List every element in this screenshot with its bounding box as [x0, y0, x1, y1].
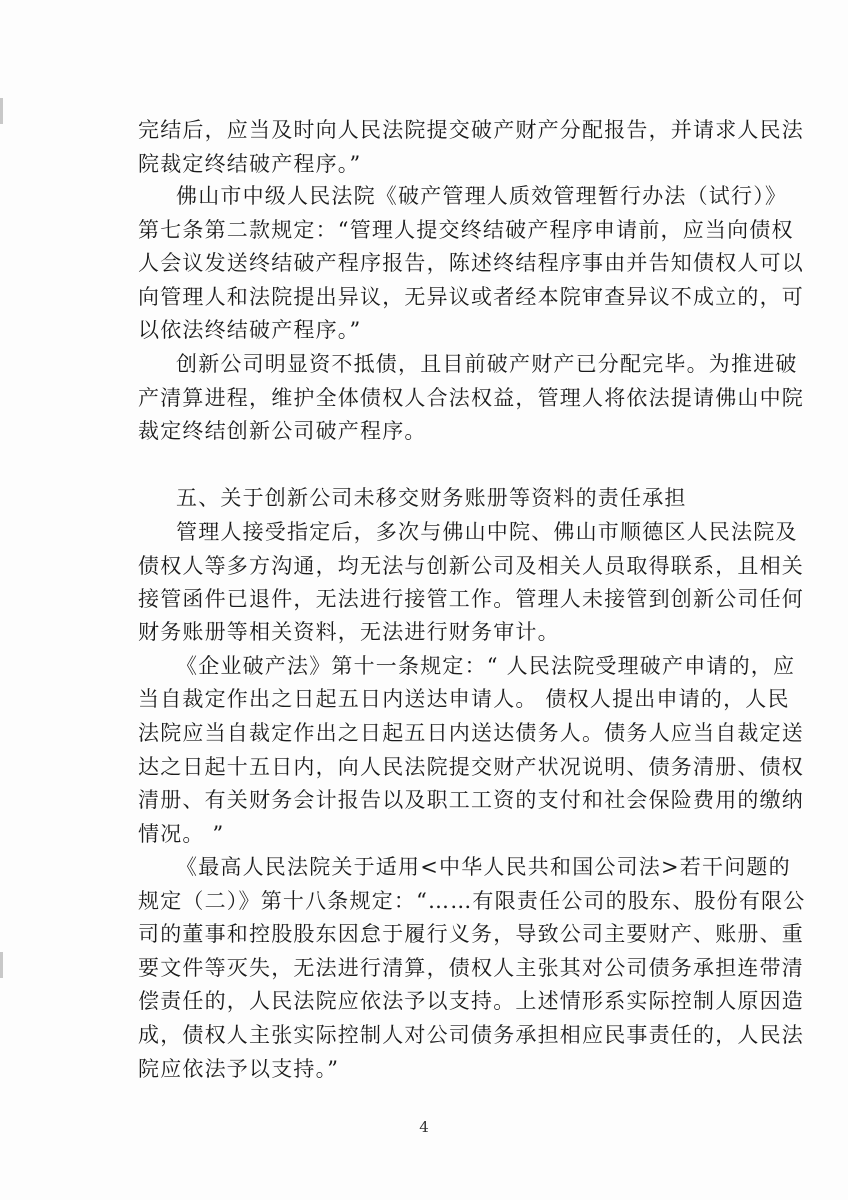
- body-text-line: 创新公司明显资不抵债，且目前破产财产已分配完毕。为推进破: [176, 352, 798, 376]
- body-text-line: 裁定终结创新公司破产程序。: [138, 419, 427, 443]
- body-text-line: 第七条第二款规定：“管理人提交终结破产程序申请前，应当向债权: [138, 218, 794, 242]
- body-text-line: 以依法终结破产程序。”: [138, 318, 362, 342]
- scan-edge-mark: [0, 98, 3, 124]
- body-text-line: 佛山市中级人民法院《破产管理人质效管理暂行办法（试行）》: [176, 184, 788, 208]
- body-text-line: 产清算进程，维护全体债权人合法权益，管理人将依法提请佛山中院: [138, 386, 804, 410]
- body-text-line: 情况。 ”: [138, 822, 225, 846]
- body-text-line: 管理人接受指定后，多次与佛山中院、佛山市顺德区人民法院及: [176, 520, 798, 544]
- body-text-line: 人会议发送终结破产程序报告，陈述终结程序事由并告知债权人可以: [138, 251, 804, 275]
- body-text-line: 司的董事和控股股东因怠于履行义务，导致公司主要财产、账册、重: [138, 922, 804, 946]
- body-text-line: 达之日起十五日内，向人民法院提交财产状况说明、债务清册、债权: [138, 755, 804, 779]
- body-text-line: 偿责任的，人民法院应依法予以支持。上述情形系实际控制人原因造: [138, 989, 804, 1013]
- body-text-line: 完结后，应当及时向人民法院提交破产财产分配报告，并请求人民法: [138, 118, 804, 142]
- body-text-line: 成，债权人主张实际控制人对公司债务承担相应民事责任的，人民法: [138, 1023, 804, 1047]
- body-text-line: 向管理人和法院提出异议，无异议或者经本院审查异议不成立的，可: [138, 285, 804, 309]
- body-text-line: 法院应当自裁定作出之日起五日内送达债务人。债务人应当自裁定送: [138, 721, 804, 745]
- body-text-line: 当自裁定作出之日起五日内送达申请人。 债权人提出申请的，人民: [138, 687, 790, 711]
- scan-edge-mark: [0, 952, 3, 978]
- body-text-line: 要文件等灭失，无法进行清算，债权人主张其对公司债务承担连带清: [138, 956, 804, 980]
- page-number: 4: [419, 1118, 429, 1136]
- body-text-line: 《最高人民法院关于适用<中华人民共和国公司法>若干问题的: [176, 855, 791, 879]
- body-text-line: 债权人等多方沟通，均无法与创新公司及相关人员取得联系，且相关: [138, 554, 804, 578]
- body-text-line: 《企业破产法》第十一条规定：“ 人民法院受理破产申请的，应: [176, 654, 796, 678]
- body-text-line: 接管函件已退件，无法进行接管工作。管理人未接管到创新公司任何: [138, 587, 804, 611]
- section-heading: 五、关于创新公司未移交财务账册等资料的责任承担: [176, 486, 687, 510]
- body-text-line: 规定（二）》第十八条规定：“……有限责任公司的股东、股份有限公: [138, 889, 806, 913]
- body-text-line: 院裁定终结破产程序。”: [138, 152, 362, 176]
- body-text-line: 财务账册等相关资料，无法进行财务审计。: [138, 620, 560, 644]
- body-text-line: 院应依法予以支持。”: [138, 1057, 340, 1081]
- body-text-line: 清册、有关财务会计报告以及职工工资的支付和社会保险费用的缴纳: [138, 788, 804, 812]
